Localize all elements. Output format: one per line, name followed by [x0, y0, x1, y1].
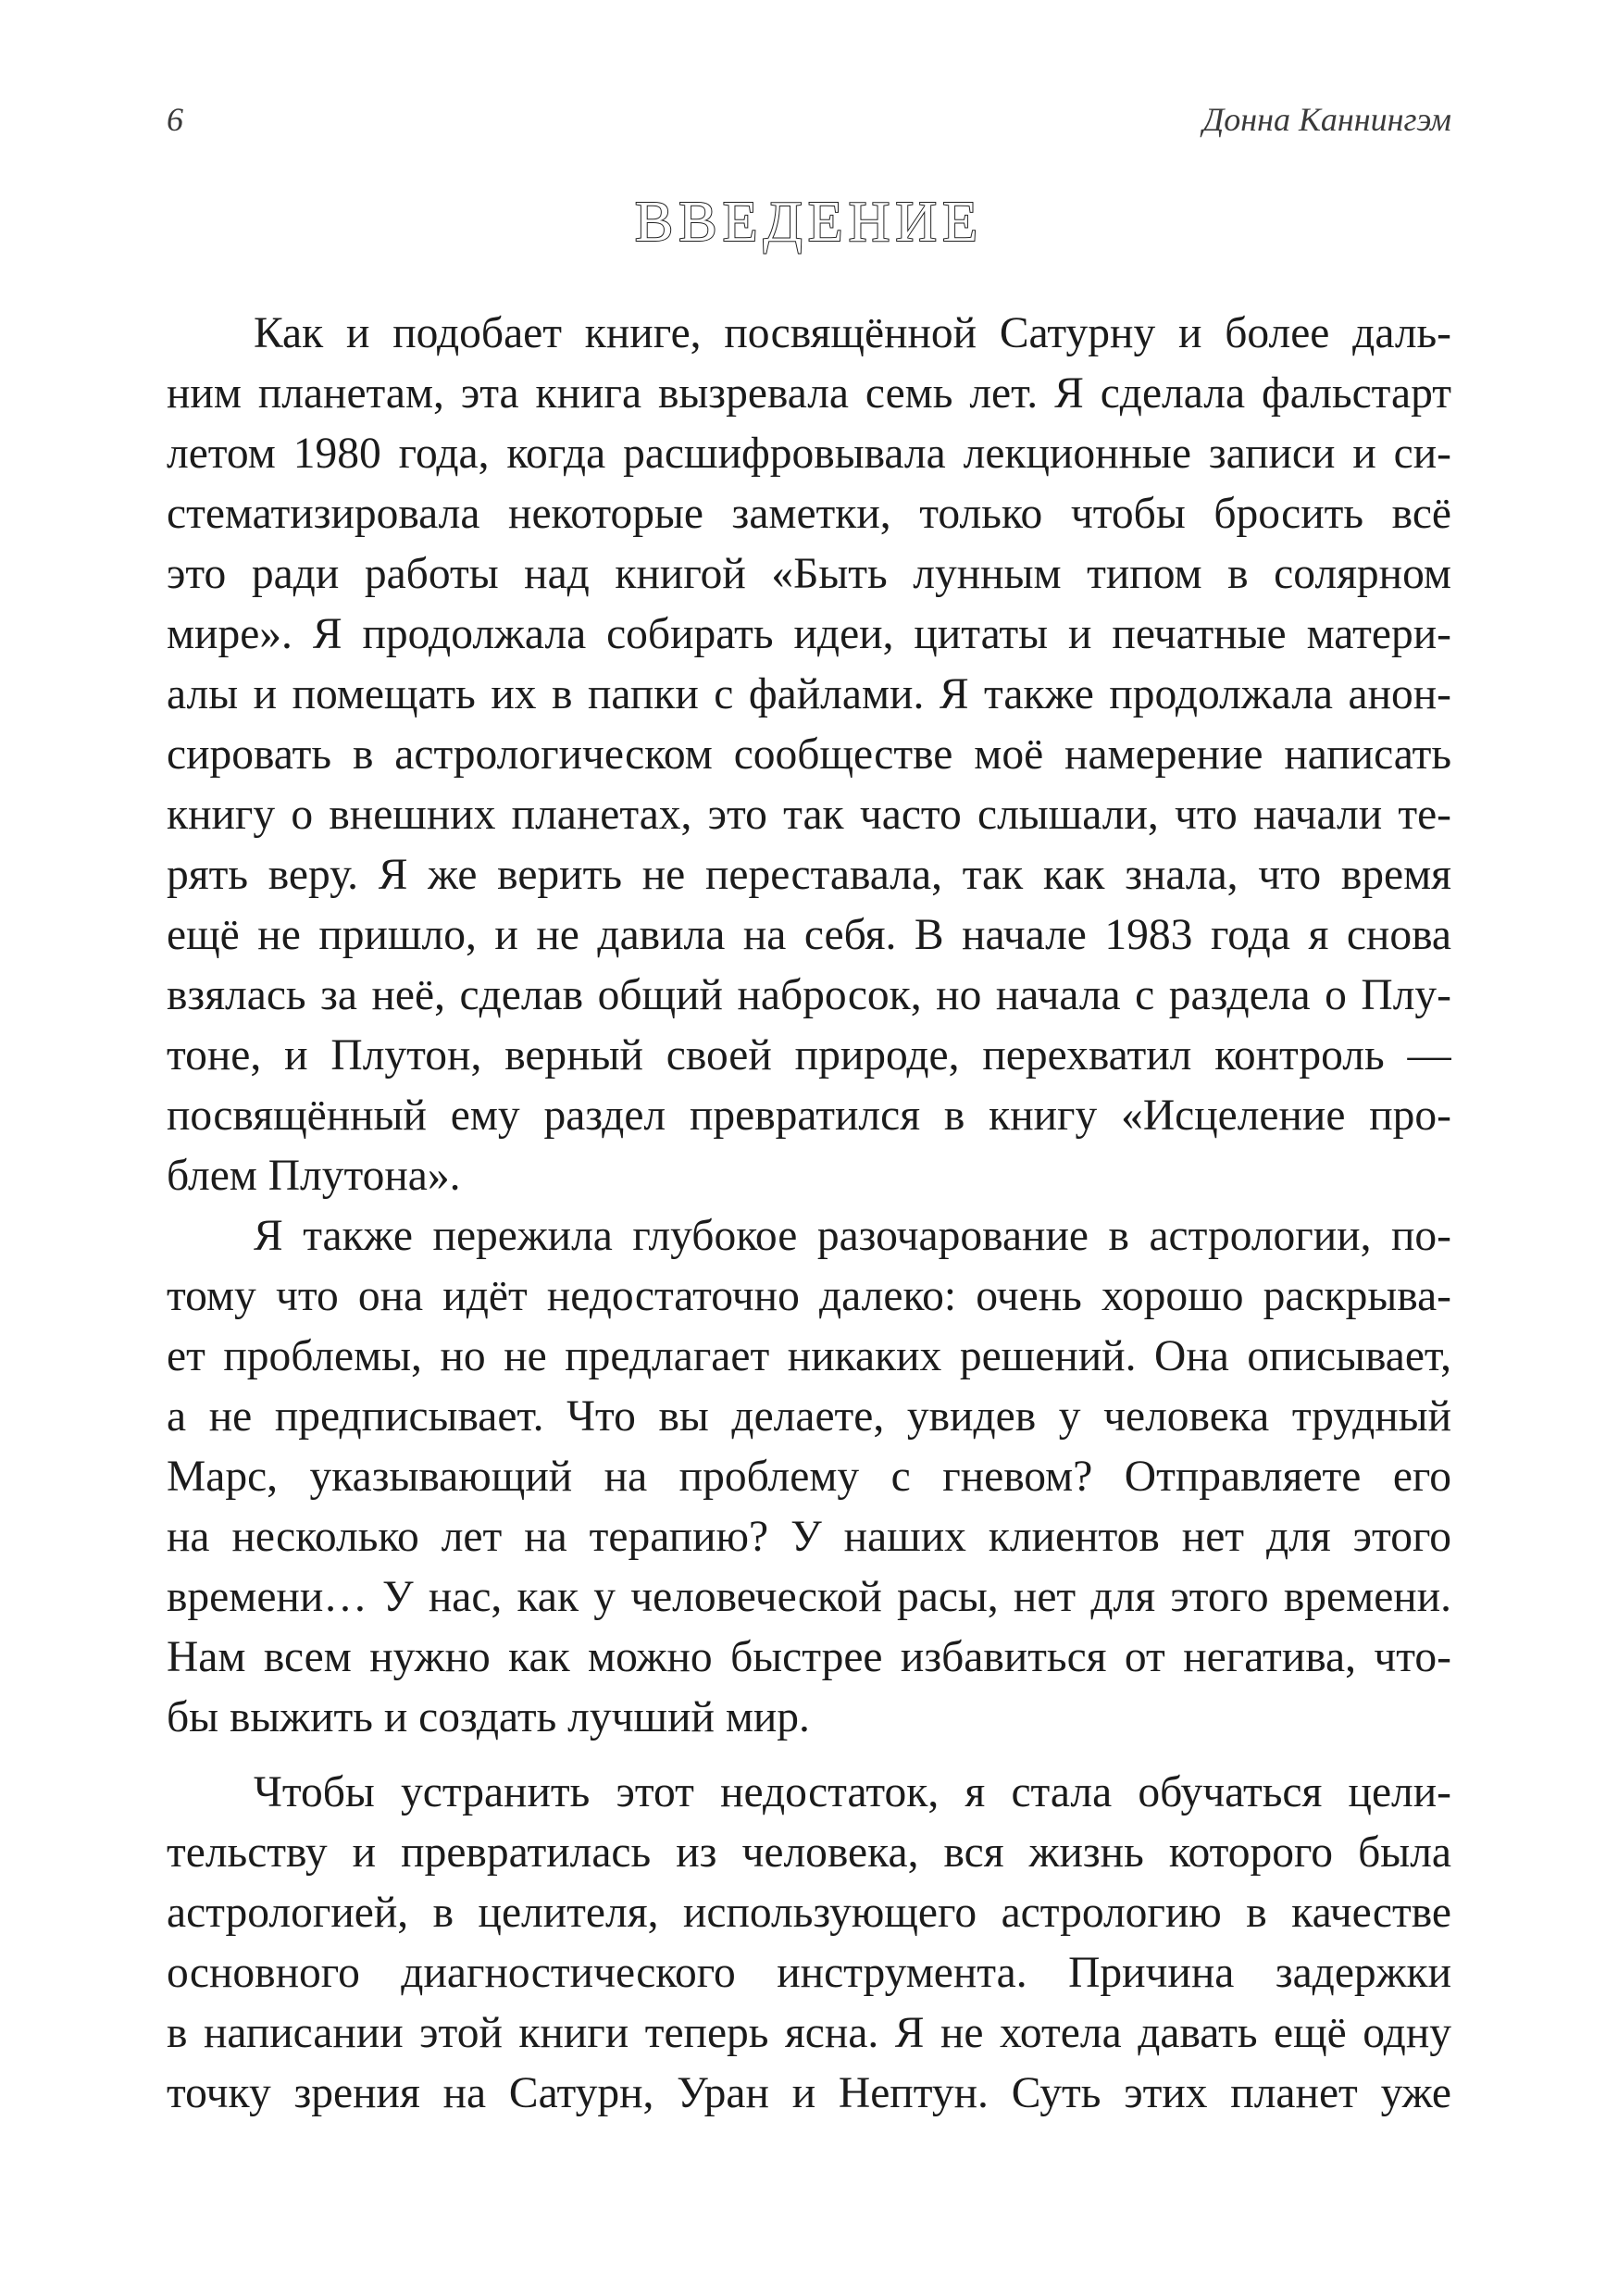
running-header — [167, 100, 1451, 146]
text-line: точку зрения на Сатурн, Уран и Нептун. Суть этих планет уже — [167, 2069, 1451, 2117]
text-line: ещё не пришло, и не давила на себя. В начале 1983 года я снова — [167, 911, 1451, 959]
text-line: в написании этой книги теперь ясна. Я не хотела давать ещё одну — [167, 2009, 1451, 2057]
text-line: летом 1980 года, когда расшифровывала лекционные записи и си- — [167, 430, 1451, 478]
text-line: тельству и превратилась из человека, вся жизнь которого была — [167, 1828, 1451, 1877]
text-line: это ради работы над книгой «Быть лунным типом в солярном — [167, 550, 1451, 598]
text-line: времени… У нас, как у человеческой расы, нет для этого времени. — [167, 1573, 1451, 1621]
text-line: рять веру. Я же верить не переставала, так как знала, что время — [167, 851, 1451, 899]
text-line: Нам всем нужно как можно быстрее избавиться от негатива, что- — [167, 1633, 1451, 1681]
text-line: тому что она идёт недостаточно далеко: очень хорошо раскрыва- — [167, 1272, 1451, 1320]
text-line: ним планетам, эта книга вызревала семь лет. Я сделала фальстарт — [167, 369, 1451, 418]
text-line: Я также пережила глубокое разочарование в астрологии, по- — [254, 1212, 1451, 1260]
text-line: астрологией, в целителя, использующего астрологию в качестве — [167, 1889, 1451, 1937]
paragraph-1 — [167, 304, 1451, 1206]
text-line: алы и помещать их в папки с файлами. Я также продолжала анон- — [167, 670, 1451, 718]
body-text — [167, 304, 1451, 2124]
text-line: тоне, и Плутон, верный своей природе, перехватил контроль — — [167, 1031, 1451, 1079]
text-line: Марс, указывающий на проблему с гневом? Отправляете его — [167, 1453, 1451, 1501]
author-name: Донна Каннингэм — [1202, 101, 1451, 138]
text-line: посвящённый ему раздел превратился в книгу «Исцеление про- — [167, 1092, 1451, 1140]
text-line: блем Плутона». — [167, 1152, 461, 1200]
paragraph-2 — [167, 1206, 1451, 1748]
text-line: взялась за неё, сделав общий набросок, но начала с раздела о Плу- — [167, 971, 1451, 1019]
paragraph-3 — [167, 1763, 1451, 2124]
chapter-title: ВВЕДЕНИЕ — [634, 191, 984, 254]
text-line: стематизировала некоторые заметки, только чтобы бросить всё — [167, 490, 1451, 538]
text-line: мире». Я продолжала собирать идеи, цитаты и печатные матери- — [167, 610, 1451, 658]
text-line: книгу о внешних планетах, это так часто слышали, что начали те- — [167, 791, 1451, 839]
text-line: Как и подобает книге, посвящённой Сатурну и более даль- — [254, 309, 1451, 357]
text-line: Чтобы устранить этот недостаток, я стала обучаться цели- — [254, 1768, 1451, 1816]
text-line: сировать в астрологическом сообществе моё намерение написать — [167, 730, 1451, 779]
text-line: на несколько лет на терапию? У наших клиентов нет для этого — [167, 1513, 1451, 1561]
page-number: 6 — [167, 101, 183, 138]
text-line: основного диагностического инструмента. Причина задержки — [167, 1949, 1451, 1997]
text-line: ет проблемы, но не предлагает никаких решений. Она описывает, — [167, 1332, 1451, 1380]
text-line: бы выжить и создать лучший мир. — [167, 1693, 810, 1741]
text-line: а не предписывает. Что вы делаете, увидев у человека трудный — [167, 1392, 1451, 1441]
